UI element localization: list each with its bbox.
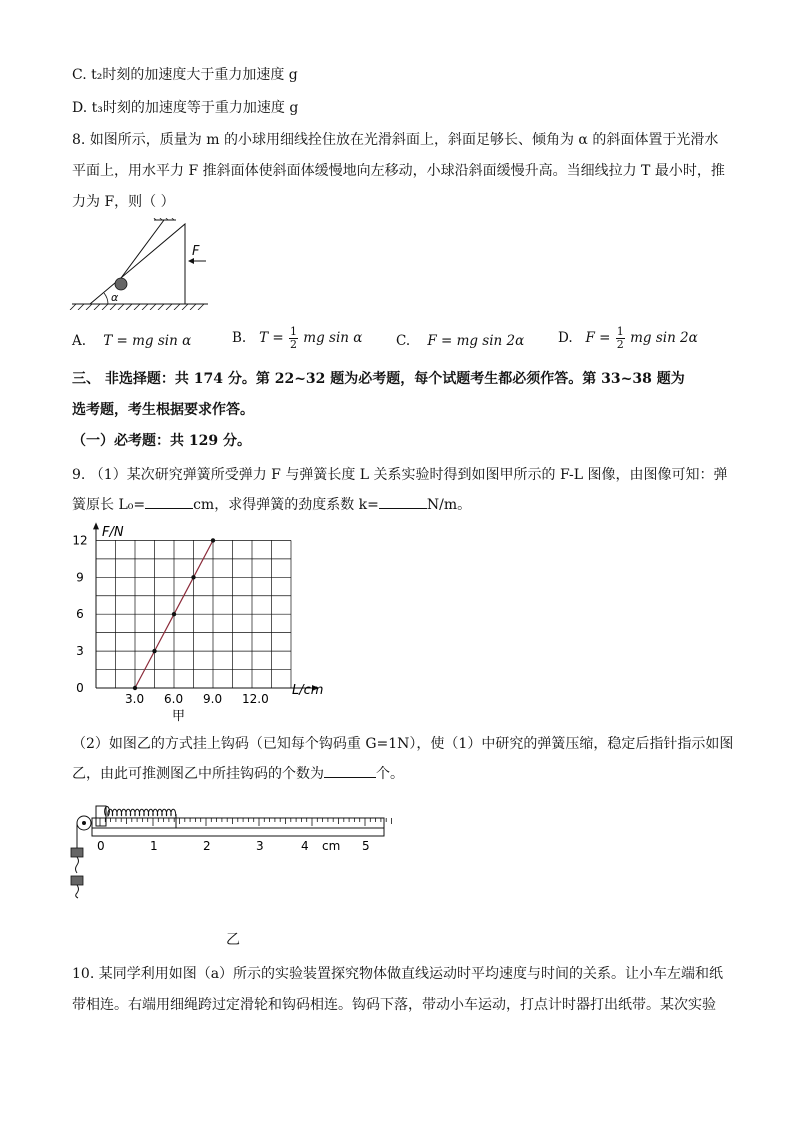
ruler-label: 2 — [203, 839, 211, 853]
y-tick-label: 12 — [72, 533, 88, 548]
q10-text-1: 10. 某同学利用如图（a）所示的实验装置探究物体做直线运动时平均速度与时间的关系。让小车左端和纸 — [72, 966, 724, 982]
section-heading: 三、 非选择题：共 174 分。第 22~32 题为必考题，每个试题考生都必须作答。第 33~38 题为 — [72, 371, 685, 387]
section-heading-2: 选考题，考生根据要求作答。 — [72, 402, 254, 418]
q9-text-2: 簧原长 L₀= cm，求得弹簧的劲度系数 k= N/m。 — [72, 497, 472, 513]
ruler-label: 0 — [97, 839, 105, 853]
x-tick-label: 3.0 — [125, 692, 145, 706]
option-c: C. t₂时刻的加速度大于重力加速度 g — [72, 67, 298, 83]
data-point — [152, 649, 156, 653]
choice-d: D. F = $\frac{1}{2}$ mg sin 2α — [558, 325, 698, 351]
y-tick-label: 6 — [76, 607, 84, 622]
choice-c: C. F = mg sin 2α — [396, 333, 525, 349]
q9-text-3: （2）如图乙的方式挂上钩码（已知每个钩码重 G=1N），使（1）中研究的弹簧压缩，稳定后指针指示如图 — [72, 736, 734, 752]
answer-blank-k — [379, 496, 427, 509]
q8-text-2: 平面上，用水平力 F 推斜面体使斜面体缓慢地向左移动，小球沿斜面缓慢升高。当细线拉力 T 最小时，推 — [72, 163, 725, 179]
choice-a: A. T = mg sin α — [72, 333, 192, 349]
ruler-label: 3 — [256, 839, 264, 853]
option-d: D. t₃时刻的加速度等于重力加速度 g — [72, 100, 299, 116]
ruler-figure — [68, 800, 398, 905]
answer-blank-count — [324, 765, 376, 778]
choice-b: B. T = $\frac{1}{2}$ mg sin α — [232, 325, 363, 351]
angle-label: α — [111, 291, 119, 304]
y-axis-label: F/N — [102, 525, 124, 540]
x-tick-label: 6.0 — [164, 692, 184, 706]
ruler-label: 1 — [150, 839, 158, 853]
x-tick-label: 12.0 — [242, 692, 269, 706]
x-tick-label: 9.0 — [203, 692, 223, 706]
force-label: F — [192, 244, 200, 259]
x-axis-label: L/cm — [292, 683, 324, 698]
ruler-label: 5 — [362, 839, 370, 853]
q8-text-3: 力为 F，则（ ） — [72, 194, 175, 210]
subsection-heading: （一）必考题：共 129 分。 — [72, 433, 251, 449]
fl-chart — [72, 518, 342, 726]
incline-figure — [68, 218, 228, 310]
q10-text-2: 带相连。右端用细绳跨过定滑轮和钩码相连。钩码下落，带动小车运动，打点计时器打出纸带。某次实验 — [72, 997, 716, 1013]
q8-text-1: 8. 如图所示，质量为 m 的小球用细线拴住放在光滑斜面上，斜面足够长、倾角为 α 的斜面体置于光滑水 — [72, 132, 719, 148]
ruler-unit: cm — [322, 839, 341, 853]
y-tick-label: 3 — [76, 644, 84, 659]
ball — [115, 278, 127, 290]
y-tick-label: 0 — [76, 681, 84, 695]
q9-text-1: 9. （1）某次研究弹簧所受弹力 F 与弹簧长度 L 关系实验时得到如图甲所示的 F-L 图像，由图像可知：弹 — [72, 467, 728, 483]
figure-yi-caption: 乙 — [226, 932, 240, 948]
data-point — [211, 538, 215, 542]
q9-text-4: 乙，由此可推测图乙中所挂钩码的个数为 个。 — [72, 766, 404, 782]
answer-blank-l0 — [145, 496, 193, 509]
ruler-label: 4 — [301, 839, 309, 853]
data-point — [133, 686, 137, 690]
data-point — [172, 612, 176, 616]
data-point — [191, 575, 195, 579]
y-tick-label: 9 — [76, 570, 84, 585]
y-axis-arrow — [93, 522, 99, 529]
chart-caption: 甲 — [172, 709, 186, 724]
